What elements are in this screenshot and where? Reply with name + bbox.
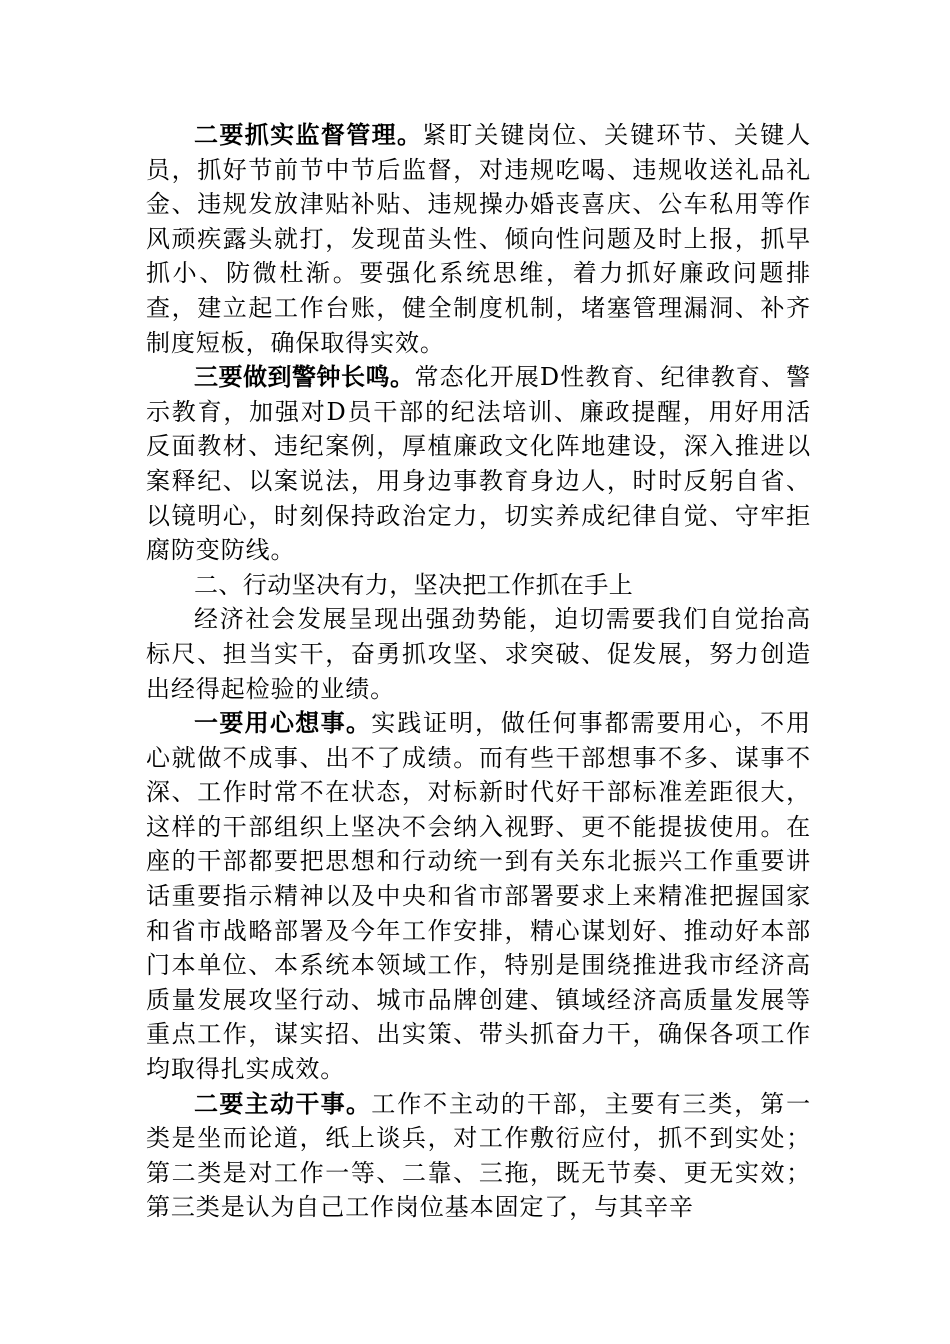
paragraph-warning [146, 360, 811, 568]
paragraph-text: 工作不主动的干部，主要有三类，第一类是坐而论道，纸上谈兵，对工作敷衍应付，抓不到实处；第二类是对工作一等、二靠、三拖，既无节奏、更无实效；第三类是认为自己工作岗位基本固定了，与其辛辛 [146, 1089, 811, 1222]
paragraph-think [146, 706, 811, 1087]
paragraph-intro [146, 602, 811, 706]
paragraph-text: 经济社会发展呈现出强劲势能，迫切需要我们自觉抬高标尺、担当实干，奋勇抓攻坚、求突破、促发展，努力创造出经得起检验的业绩。 [146, 605, 811, 703]
document-body [146, 118, 811, 1225]
paragraph-text: 紧盯关键岗位、关键环节、关键人员，抓好节前节中节后监督，对违规吃喝、违规收送礼品礼金、违规发放津贴补贴、违规操办婚丧喜庆、公车私用等作风顽疾露头就打，发现苗头性、倾向性问题及时上报，抓早抓小、防微杜渐。要强化系统思维，着力抓好廉政问题排查，建立起工作台账，健全制度机制，堵塞管理漏洞、补齐制度短板，确保取得实效。 [146, 121, 811, 357]
paragraph-supervision [146, 118, 811, 360]
paragraph-text: 实践证明，做任何事都需要用心，不用心就做不成事、出不了成绩。而有些干部想事不多、谋事不深、工作时常不在状态，对标新时代好干部标准差距很大，这样的干部组织上坚决不会纳入视野、更不能提拔使用。在座的干部都要把思想和行动统一到有关东北振兴工作重要讲话重要指示精神以及中央和省市部署要求上来精准把握国家和省市战略部署及今年工作安排，精心谋划好、推动好本部门本单位、本系统本领域工作，特别是围绕推进我市经济高质量发展攻坚行动、城市品牌创建、镇域经济高质量发展等重点工作，谋实招、出实策、带头抓奋力干，确保各项工作均取得扎实成效。 [146, 709, 811, 1084]
paragraph-lead: 二要主动干事。 [194, 1089, 372, 1118]
paragraph-act [146, 1087, 811, 1225]
paragraph-text: 常态化开展D性教育、纪律教育、警示教育，加强对D员干部的纪法培训、廉政提醒，用好用活反面教材、违纪案例，厚植廉政文化阵地建设，深入推进以案释纪、以案说法，用身边事教育身边人，时时反躬自省、以镜明心，时刻保持政治定力，切实养成纪律自觉、守牢拒腐防变防线。 [146, 363, 811, 565]
section-heading: 二、行动坚决有力，坚决把工作抓在手上 [194, 570, 634, 599]
paragraph-lead: 三要做到警钟长鸣。 [194, 363, 415, 392]
paragraph-lead: 二要抓实监督管理。 [194, 121, 423, 149]
paragraph-lead: 一要用心想事。 [194, 709, 372, 738]
